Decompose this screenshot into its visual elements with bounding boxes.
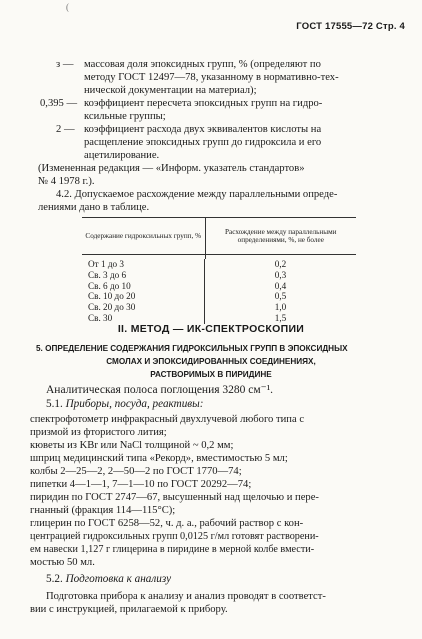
def-symbol-3: з — [56,59,74,70]
def-symbol-0395: 0,395 — [40,98,78,109]
def-line: коэффициент расхода двух эквивалентов кислоты на [84,124,322,135]
analytical-band: Аналитическая полоса поглощения 3280 см⁻¹. [46,384,274,396]
def-line: расщепление эпоксидных групп до гидроксила и его [84,137,322,148]
table-header-tolerance: Расхождение между параллельными определениями, %, не более [225,227,337,244]
table-row: Св. 30 1,5 [82,313,356,324]
table-header-content: Содержание гидроксильных групп, % [82,218,206,254]
paragraph-5-2: 5.2. Подготовка к анализу [46,573,172,585]
body-line: колбы 2—25—2, 2—50—2 по ГОСТ 1770—74; [30,466,242,477]
table-row: От 1 до 3 0,2 [82,259,356,270]
subsection-heading: РАСТВОРИМЫХ В ПИРИДИНЕ [150,370,272,379]
table-row: Св. 6 до 10 0,4 [82,281,356,292]
body-line: кюветы из KBr или NaCl толщиной ~ 0,2 мм; [30,440,234,451]
def-line: ксильные группы; [84,111,166,122]
body-line: пипетки 4—1—1, 7—1—10 по ГОСТ 20292—74; [30,479,252,490]
body-line: ем навески 1,127 г глицерина в пиридине в мерной колбе вмести- [30,544,315,555]
def-line: массовая доля эпоксидных групп, % (определяют по [84,59,321,70]
body-line: призмой из фтористого лития; [30,427,167,438]
scan-mark: ( [66,2,69,12]
paragraph-4-2: лениями дано в таблице. [38,202,150,213]
subsection-heading: СМОЛАХ И ЭПОКСИДИРОВАННЫХ СОЕДИНЕНИЯХ, [106,357,316,366]
body-line: мостью 50 мл. [30,557,95,568]
def-line: нической документации на материал); [84,85,257,96]
subsection-heading: 5. ОПРЕДЕЛЕНИЕ СОДЕРЖАНИЯ ГИДРОКСИЛЬНЫХ ГРУПП В ЭПОКСИДНЫХ [36,344,348,353]
table-row: Св. 10 до 20 0,5 [82,291,356,302]
edition-note: (Измененная редакция — «Информ. указатель стандартов» [38,163,305,174]
def-line: методу ГОСТ 12497—78, указанному в нормативно-тех- [84,72,339,83]
body-line: пиридин по ГОСТ 2747—67, высушенный над щелочью и пере- [30,492,319,503]
body-line: вии с инструкцией, прилагаемой к прибору. [30,604,228,615]
section-title: II. МЕТОД — ИК-СПЕКТРОСКОПИИ [117,323,305,335]
page-header: ГОСТ 17555—72 Стр. 4 [296,21,405,32]
tolerance-table [82,217,356,324]
paragraph-4-2: 4.2. Допускаемое расхождение между параллельными опреде- [56,189,338,200]
body-line: глицерин по ГОСТ 6258—52, ч. д. а., рабочий раствор с кон- [30,518,304,529]
def-line: коэффициент пересчета эпоксидных групп на гидро- [84,98,323,109]
edition-note: № 4 1978 г.). [38,176,95,187]
body-line: гнанный (фракция 114—115°С); [30,505,176,516]
def-symbol-2: 2 — [56,124,75,135]
table-row: Св. 20 до 30 1,0 [82,302,356,313]
body-line: центрацией гидроксильных групп 0,0125 г/мл готовят растворени- [30,531,319,542]
body-line: Подготовка прибора к анализу и анализ проводят в соответст- [46,591,326,602]
body-line: шприц медицинский типа «Рекорд», вместимостью 5 мл; [30,453,288,464]
paragraph-5-1: 5.1. Приборы, посуда, реактивы: [46,398,204,410]
body-line: спектрофотометр инфракрасный двухлучевой любого типа с [30,414,305,425]
table-row: Св. 3 до 6 0,3 [82,270,356,281]
def-line: ацетилирование. [84,150,160,161]
